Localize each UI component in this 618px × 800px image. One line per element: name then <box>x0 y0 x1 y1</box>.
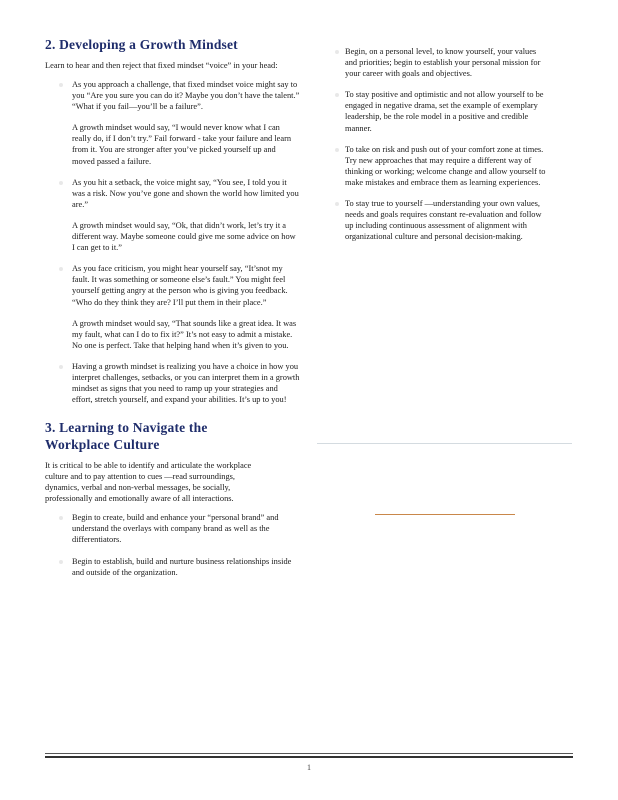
section-3-intro: It is critical to be able to identify and articulate the workplace culture and to pay attention to cues —read surroundings, dynamics, verbal and non-verbal messages, be socially, professionally and emotionally aware of all interactions. <box>45 461 252 504</box>
list-item <box>335 46 550 79</box>
bullet-icon <box>59 516 63 520</box>
list-item <box>45 361 300 405</box>
list-item-text: To stay true to yourself —understanding your own values, needs and goals requires constant re-evaluation and follow up including continuous assessment of alignment with organizational culture and personal decision-making. <box>345 199 542 242</box>
list-item-text: As you hit a setback, the voice might say, “You see, I told you it was a risk. Now you’ve gone and shown the world how limited you are.” <box>72 177 299 209</box>
bullet-icon <box>59 560 63 564</box>
list-item-subtext: A growth mindset would say, “I would never know what I can really do, if I don’t try.” Fail forward - take your failure and learn from it. You are stronger after you’ve picked yourself up and moved passed a failure. <box>72 123 292 166</box>
list-item-text: Begin to establish, build and nurture business relationships inside and outside of the organization. <box>72 556 292 577</box>
bullet-icon <box>335 148 339 152</box>
section-2-intro: Learn to hear and then reject that fixed mindset “voice” in your head: <box>45 61 278 70</box>
page-number: 1 <box>307 763 311 772</box>
accent-divider <box>375 514 515 515</box>
list-item-text: Begin to create, build and enhance your “personal brand” and understand the overlays with company brand as well as the differentiators. <box>72 513 279 545</box>
list-item <box>335 89 550 133</box>
list-item-text: As you approach a challenge, that fixed mindset voice might say to you “Are you sure you can do it? Maybe you don’t have the talent.” “What if you fail—you’ll be a failure”. <box>72 80 300 112</box>
list-item-text: Begin, on a personal level, to know yourself, your values and priorities; begin to establish your personal mission for your career with goals and objectives. <box>345 47 541 79</box>
column-divider <box>317 443 572 444</box>
list-item-text: To take on risk and push out of your comfort zone at times. Try new approaches that may require a different way of thinking or working; welcome change and allow yourself to make mistakes and embrace them as learning experiences. <box>345 144 546 187</box>
bullet-icon <box>59 267 63 271</box>
list-item-text: Having a growth mindset is realizing you have a choice in how you interpret challenges, setbacks, or you can interpret them in a growth mindset as signs that you need to ramp up your strategies and effort, stretch yourself, and expand your abilities. It’s up to you! <box>72 361 300 405</box>
right-column <box>335 46 550 252</box>
list-item <box>335 198 550 242</box>
section-3-list <box>45 512 300 577</box>
bullet-icon <box>59 181 63 185</box>
list-item-subtext: A growth mindset would say, “That sounds like a great idea. It was my fault, what can I do to fix it?” It’s not easy to admit a mistake. No one is perfect. Take that helping hand when it’s given to you. <box>72 318 297 350</box>
bullet-icon <box>59 83 63 87</box>
list-item <box>335 144 550 188</box>
section-2-heading: 2. Developing a Growth Mindset <box>45 37 238 52</box>
list-item <box>45 79 300 167</box>
left-column <box>45 30 300 588</box>
list-item <box>45 512 300 545</box>
list-item-text: To stay positive and optimistic and not allow yourself to be engaged in negative drama, set the example of exemplary leadership, be the role model in a positive and credible manner. <box>345 90 544 133</box>
list-item <box>45 556 300 578</box>
bullet-icon <box>59 365 63 369</box>
section-2-list <box>45 79 300 405</box>
list-item <box>45 263 300 351</box>
list-item-text: As you face criticism, you might hear yourself say, “It’snot my fault. It was something or someone else’s fault.” You might feel yourself getting angry at the person who is giving you feedback. “Who do they think they are? I’ll put them in their place.” <box>72 264 288 307</box>
right-column-list <box>335 46 550 242</box>
list-item-subtext: A growth mindset would say, “Ok, that didn’t work, let’s try it a different way. Maybe someone could give me some advice on how I can get to it.” <box>72 220 296 253</box>
bullet-icon <box>335 93 339 97</box>
bullet-icon <box>335 50 339 54</box>
list-item <box>45 177 300 254</box>
footer-rule <box>45 753 573 754</box>
footer-rule-thick <box>45 756 573 758</box>
bullet-icon <box>335 202 339 206</box>
section-3-heading: 3. Learning to Navigate the Workplace Culture <box>45 420 208 453</box>
